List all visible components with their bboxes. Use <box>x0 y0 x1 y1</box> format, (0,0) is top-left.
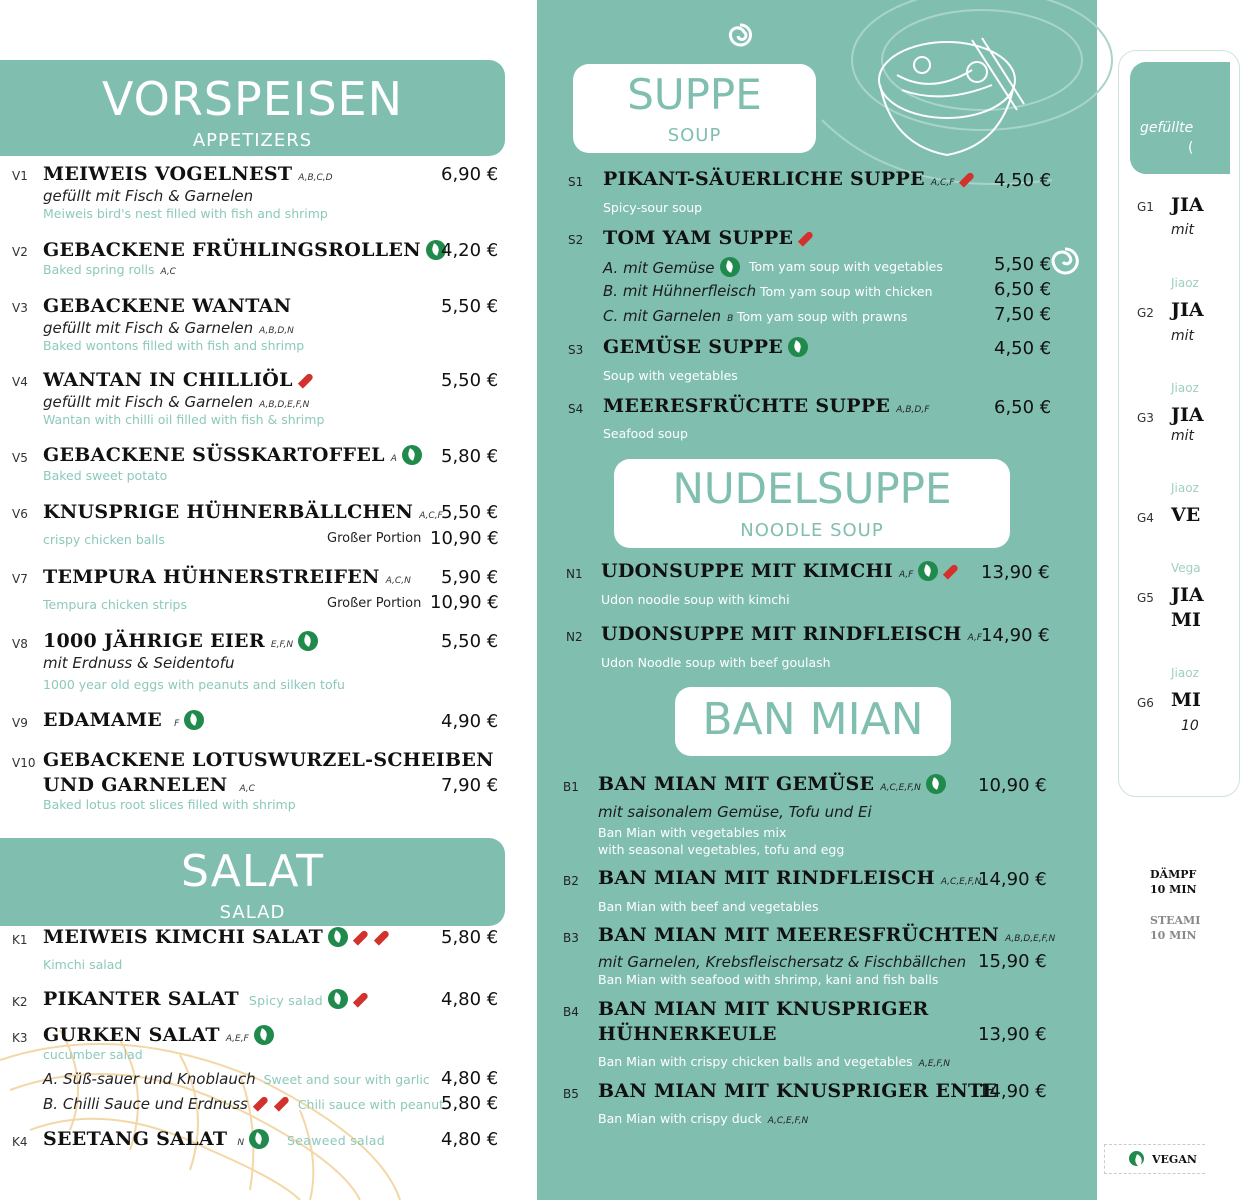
item-name <box>603 168 975 190</box>
item-description-en: Ban Mian with vegetables mix <box>598 825 787 840</box>
item-description-en: Jiaoz <box>1171 666 1199 680</box>
chili-icon <box>298 372 314 388</box>
option-b <box>43 1095 444 1113</box>
item-name <box>603 336 808 358</box>
item-name: JIA <box>1171 194 1204 216</box>
item-description-en: Jiaoz <box>1171 276 1199 290</box>
item-number: G5 <box>1137 591 1154 605</box>
item-description-en: Meiweis bird's nest filled with fish and shrimp <box>43 206 328 221</box>
option-a-price: 5,50 € <box>994 254 1052 275</box>
option-c <box>603 307 733 325</box>
item-allergens: A,C,F <box>930 178 955 188</box>
item-description-en: Udon Noodle soup with beef goulash <box>601 655 831 670</box>
item-name-text: TOM YAM SUPPE <box>603 227 794 249</box>
item-number: B4 <box>563 1005 579 1019</box>
item-price: 13,90 € <box>981 562 1050 583</box>
item-name-line1: BAN MIAN MIT KNUSPRIGER <box>598 998 929 1020</box>
item-name <box>601 623 982 645</box>
item-price: 13,90 € <box>978 1024 1047 1045</box>
item-number: B3 <box>563 931 579 945</box>
item-name <box>43 163 333 185</box>
item-name-text: WANTAN IN CHILLIÖL <box>43 369 293 391</box>
leaf-icon <box>254 1025 274 1045</box>
item-name-text: PIKANT-SÄUERLICHE SUPPE <box>603 168 925 190</box>
item-description-de: 10 <box>1181 718 1199 734</box>
chili-icon <box>353 929 369 945</box>
item-price: 5,90 € <box>441 567 499 588</box>
item-description-en: Baked wontons filled with fish and shrimp <box>43 338 305 353</box>
item-price: 5,80 € <box>441 927 499 948</box>
item-allergens: B <box>727 314 734 324</box>
item-name: GEBACKENE WANTAN <box>43 295 292 317</box>
large-portion-price: 10,90 € <box>430 592 499 613</box>
chili-icon <box>943 563 959 579</box>
item-name-line1: GEBACKENE LOTUSWURZEL-SCHEIBEN <box>43 749 494 771</box>
item-name <box>603 227 814 249</box>
item-number: K2 <box>12 995 28 1009</box>
leaf-icon <box>1129 1151 1144 1166</box>
item-allergens: A,B,D,E,F,N <box>259 400 310 410</box>
item-description-en: Tempura chicken strips <box>43 597 188 612</box>
item-number: G1 <box>1137 200 1154 214</box>
right-header <box>1130 62 1230 174</box>
item-number: G6 <box>1137 696 1154 710</box>
option-b-en: Chili sauce with peanut <box>297 1097 445 1112</box>
section-subtitle: SOUP <box>667 125 722 146</box>
leaf-icon <box>298 631 318 651</box>
item-name-text: GEMÜSE SUPPE <box>603 336 784 358</box>
item-name-text: GEBACKENE SÜSSKARTOFFEL <box>43 444 385 466</box>
item-price: 5,50 € <box>441 631 499 652</box>
middle-column <box>537 0 1097 1200</box>
item-allergens: A,C <box>160 267 176 277</box>
item-description-en: Jiaoz <box>1171 381 1199 395</box>
item-description-de: gefüllt mit Fisch & Garnelen <box>43 187 254 205</box>
item-description-de <box>43 319 294 337</box>
item-allergens: A,B,D,N <box>259 326 294 336</box>
item-name <box>601 560 959 582</box>
option-a <box>603 257 740 277</box>
option-a-de: A. Süß-sauer und Knoblauch <box>43 1070 256 1088</box>
item-number: V2 <box>12 245 28 259</box>
item-number: V7 <box>12 572 28 586</box>
option-a-en: Tom yam soup with vegetables <box>749 259 943 274</box>
vorspeisen-header <box>0 60 505 156</box>
chili-icon <box>274 1095 290 1111</box>
item-description-en <box>598 1054 950 1069</box>
item-price: 4,90 € <box>441 711 499 732</box>
item-name: JIA <box>1171 299 1204 321</box>
item-number: V1 <box>12 169 28 183</box>
item-name <box>43 630 318 652</box>
option-b-price: 5,80 € <box>441 1093 499 1114</box>
option-b-price: 6,50 € <box>994 279 1052 300</box>
item-price: 14,90 € <box>978 1081 1047 1102</box>
option-a-de: A. mit Gemüse <box>603 259 715 277</box>
item-description-en: Ban Mian with beef and vegetables <box>598 899 819 914</box>
item-description-de: mit saisonalem Gemüse, Tofu und Ei <box>598 803 872 821</box>
section-title: SUPPE <box>627 70 762 119</box>
item-number: B5 <box>563 1087 579 1101</box>
item-number: K1 <box>12 933 28 947</box>
item-price: 14,90 € <box>978 869 1047 890</box>
item-number: V5 <box>12 451 28 465</box>
item-description-en: Wantan with chilli oil filled with fish & shrimp <box>43 412 325 427</box>
option-c-en: Tom yam soup with prawns <box>737 309 908 324</box>
item-allergens: A,B,C,D <box>298 173 333 183</box>
item-name <box>598 924 1055 946</box>
section-title: SALAT <box>181 846 324 897</box>
item-number: K4 <box>12 1135 28 1149</box>
right-header-sub2: ( <box>1188 140 1194 156</box>
item-price: 4,80 € <box>441 989 499 1010</box>
item-number: G4 <box>1137 511 1154 525</box>
item-price: 6,50 € <box>994 397 1052 418</box>
item-name-text: SEETANG SALAT <box>43 1128 228 1150</box>
item-allergens: A,B,D,E,F,N <box>1005 934 1056 944</box>
option-a-price: 4,80 € <box>441 1068 499 1089</box>
leaf-icon <box>918 561 938 581</box>
item-allergens: F <box>174 719 180 729</box>
item-name-line2 <box>43 774 255 796</box>
item-description-en <box>43 262 176 277</box>
item-allergens: A,B,D,F <box>896 405 930 415</box>
item-name-text: GEBACKENE FRÜHLINGSROLLEN <box>43 239 421 261</box>
option-c-de: C. mit Garnelen <box>603 307 722 325</box>
steam-note-de: DÄMPF <box>1150 868 1197 881</box>
item-allergens: A,F <box>967 633 983 643</box>
item-description-en <box>598 1111 808 1126</box>
item-allergens: E,F,N <box>270 640 294 650</box>
item-price: 4,50 € <box>994 170 1052 191</box>
item-description-en: Jiaoz <box>1171 481 1199 495</box>
item-description-en: Soup with vegetables <box>603 368 738 383</box>
item-name <box>43 1128 385 1150</box>
nudelsuppe-header <box>614 459 1010 548</box>
chili-icon <box>353 991 369 1007</box>
item-name <box>43 709 204 731</box>
leaf-icon <box>788 337 808 357</box>
item-allergens: A,C <box>239 784 255 794</box>
chili-icon <box>374 929 390 945</box>
item-price: 14,90 € <box>981 625 1050 646</box>
option-b-en: Tom yam soup with chicken <box>760 284 933 299</box>
item-price: 4,80 € <box>441 1129 499 1150</box>
item-name-text: BAN MIAN MIT MEERESFRÜCHTEN <box>598 924 1000 946</box>
item-price: 5,80 € <box>441 446 499 467</box>
chili-icon <box>798 230 814 246</box>
section-subtitle: NOODLE SOUP <box>740 520 884 541</box>
item-name <box>43 369 314 391</box>
item-name-text: TEMPURA HÜHNERSTREIFEN <box>43 566 380 588</box>
leaf-icon <box>249 1129 269 1149</box>
large-portion-label: Großer Portion <box>327 596 422 611</box>
item-price: 15,90 € <box>978 951 1047 972</box>
item-number: S2 <box>568 233 584 247</box>
item-name <box>598 867 981 889</box>
item-number: S4 <box>568 402 584 416</box>
item-name-text: KNUSPRIGE HÜHNERBÄLLCHEN <box>43 501 414 523</box>
item-name-text: UDONSUPPE MIT KIMCHI <box>601 560 893 582</box>
item-price: 5,50 € <box>441 296 499 317</box>
item-name-text: MEIWEIS KIMCHI SALAT <box>43 926 324 948</box>
item-name-text: UDONSUPPE MIT RINDFLEISCH <box>601 623 962 645</box>
banmian-header <box>675 687 951 756</box>
en-text: Baked spring rolls <box>43 262 155 277</box>
legend-box <box>1104 1144 1205 1174</box>
item-name <box>43 926 390 948</box>
item-description-en: Spicy salad <box>248 993 324 1008</box>
option-b-de: B. Chilli Sauce und Erdnuss <box>43 1095 248 1113</box>
item-description-de: mit Garnelen, Krebsfleischersatz & Fischbällchen <box>598 953 967 971</box>
item-price: 4,20 € <box>441 240 499 261</box>
leaf-icon <box>402 445 422 465</box>
de-text: gefüllt mit Fisch & Garnelen <box>43 393 254 411</box>
item-number: V3 <box>12 301 28 315</box>
item-price: 5,50 € <box>441 502 499 523</box>
item-allergens: A <box>390 454 397 464</box>
item-name-text: UND GARNELEN <box>43 774 228 796</box>
item-name-line1: JIA <box>1171 584 1204 606</box>
large-portion-label: Großer Portion <box>327 531 422 546</box>
section-title: NUDELSUPPE <box>672 464 952 513</box>
item-allergens: A,C,E,F,N <box>767 1116 809 1126</box>
option-b-de: B. mit Hühnerfleisch <box>603 282 757 300</box>
legend-label: VEGAN <box>1152 1153 1197 1166</box>
swirl-icon <box>1050 246 1080 276</box>
steam-time-en: 10 MIN <box>1150 929 1197 942</box>
item-name: VE <box>1171 504 1201 526</box>
item-description-en: Baked lotus root slices filled with shrimp <box>43 797 296 812</box>
section-subtitle: SALAD <box>219 902 286 923</box>
item-number: G3 <box>1137 411 1154 425</box>
item-price: 5,50 € <box>441 370 499 391</box>
item-number: G2 <box>1137 306 1154 320</box>
item-name-text: 1000 JÄHRIGE EIER <box>43 630 265 652</box>
item-allergens: N <box>237 1138 245 1148</box>
item-price: 7,90 € <box>441 775 499 796</box>
item-description-de: mit <box>1171 428 1195 444</box>
de-text: gefüllt mit Fisch & Garnelen <box>43 319 254 337</box>
item-number: V6 <box>12 507 28 521</box>
item-name <box>598 773 946 795</box>
item-name-text: BAN MIAN MIT GEMÜSE <box>598 773 875 795</box>
section-subtitle: APPETIZERS <box>192 130 313 151</box>
item-number: B1 <box>563 780 579 794</box>
item-description-de: mit Erdnuss & Seidentofu <box>43 654 235 672</box>
item-number: V8 <box>12 637 28 651</box>
item-number: S1 <box>568 175 584 189</box>
item-allergens: A,E,F,N <box>918 1059 951 1069</box>
item-allergens: A,F <box>899 570 914 580</box>
item-description-de <box>43 393 309 411</box>
item-number: K3 <box>12 1031 28 1045</box>
item-description-en-2: with seasonal vegetables, tofu and egg <box>598 842 845 857</box>
option-a <box>43 1070 430 1088</box>
item-number: B2 <box>563 874 579 888</box>
item-description-en: cucumber salad <box>43 1047 143 1062</box>
item-number: N1 <box>566 567 583 581</box>
en-text: Ban Mian with crispy chicken balls and vegetables <box>598 1054 913 1069</box>
option-a-en: Sweet and sour with garlic <box>263 1072 430 1087</box>
chili-icon <box>959 171 975 187</box>
item-number: V10 <box>12 756 36 770</box>
item-description-de: mit <box>1171 222 1195 238</box>
item-allergens: A,C,E,F,N <box>940 877 982 887</box>
item-allergens: A,E,F <box>225 1034 249 1044</box>
option-c-price: 7,50 € <box>994 304 1052 325</box>
item-name-line2: MI <box>1171 609 1201 631</box>
item-number: V9 <box>12 716 28 730</box>
item-name: MI <box>1171 689 1201 711</box>
item-name <box>43 1024 274 1046</box>
item-price: 4,50 € <box>994 338 1052 359</box>
item-name-text: MEIWEIS VOGELNEST <box>43 163 293 185</box>
item-price: 6,90 € <box>441 164 499 185</box>
item-description-en: Kimchi salad <box>43 957 123 972</box>
swirl-icon <box>727 22 753 48</box>
section-title: BAN MIAN <box>702 694 924 745</box>
item-number: N2 <box>566 630 583 644</box>
item-name-text: GURKEN SALAT <box>43 1024 220 1046</box>
item-name-line2: HÜHNERKEULE <box>598 1023 777 1045</box>
item-name <box>43 501 443 523</box>
item-description-en: crispy chicken balls <box>43 532 165 547</box>
item-allergens: A,C,F <box>419 511 443 521</box>
item-description-en: Ban Mian with seafood with shrimp, kani and fish balls <box>598 972 939 987</box>
section-title: VORSPEISEN <box>101 72 404 126</box>
leaf-icon <box>720 257 740 277</box>
item-name <box>43 988 369 1010</box>
item-description-en: Baked sweet potato <box>43 468 168 483</box>
item-allergens: A,C,E,F,N <box>880 783 921 793</box>
item-price: 10,90 € <box>978 775 1047 796</box>
item-name <box>43 239 446 261</box>
item-name-text: EDAMAME <box>43 709 163 731</box>
item-number: V4 <box>12 375 28 389</box>
item-description-en: Seafood soup <box>603 426 688 441</box>
leaf-icon <box>926 774 946 794</box>
item-description-en: Udon noodle soup with kimchi <box>601 592 790 607</box>
item-name <box>603 395 929 417</box>
item-description-en: Seaweed salad <box>287 1133 385 1148</box>
item-description-en: Spicy-sour soup <box>603 200 703 215</box>
chili-icon <box>253 1095 269 1111</box>
item-name <box>43 566 411 588</box>
steam-time-de: 10 MIN <box>1150 883 1197 896</box>
steam-note-en: STEAMI <box>1150 914 1201 927</box>
leaf-icon <box>328 989 348 1009</box>
item-description-en: Vega <box>1171 561 1201 575</box>
right-header-sub: gefüllte <box>1140 120 1194 136</box>
item-name-text: PIKANTER SALAT <box>43 988 239 1010</box>
salat-header <box>0 838 505 926</box>
suppe-header <box>573 64 816 153</box>
leaf-icon <box>184 710 204 730</box>
item-name-text: BAN MIAN MIT RINDFLEISCH <box>598 867 935 889</box>
item-allergens: A,C,N <box>385 576 411 586</box>
item-description-en: 1000 year old eggs with peanuts and silken tofu <box>43 677 345 692</box>
large-portion-price: 10,90 € <box>430 528 499 549</box>
en-text: Ban Mian with crispy duck <box>598 1111 762 1126</box>
item-name: JIA <box>1171 404 1204 426</box>
item-name <box>43 444 422 466</box>
item-name: BAN MIAN MIT KNUSPRIGER ENTE <box>598 1080 998 1102</box>
item-description-de: mit <box>1171 328 1195 344</box>
item-name-text: MEERESFRÜCHTE SUPPE <box>603 395 891 417</box>
leaf-icon <box>328 927 348 947</box>
item-number: S3 <box>568 343 584 357</box>
